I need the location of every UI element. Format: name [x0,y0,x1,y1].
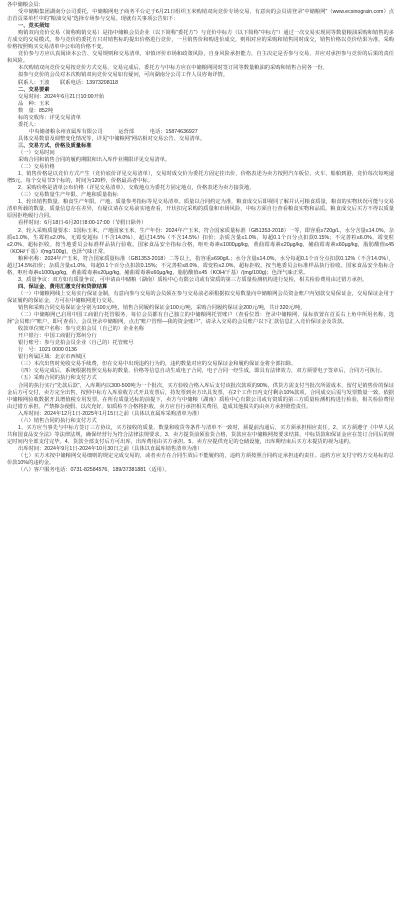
fee-rule: （三）本次出售时免收交易手续费，但在交易中出现违约行为的，违约数量对应的交易保证金和履约保证金将全部扣除。 [18,361,297,368]
section-3-title: 三、交易方式、价格及质量标准 [18,142,92,149]
intro-paragraph: 受中储粮集团湖南分公司委托，中储粮网电子商务平台定于6月21日组织玉米购销双向竞价专场交易，有意向的会员请登录“中储粮网”（www.ecsinograin.com）点击首页菜单栏中的“粮油交易”选择专场参与交易。现就有关事项公告如下： [7,9,394,23]
section-1-paragraph-3: 本次购销双向竞价交易按竞价方式交易，交易完成后，委托方与中标方应在中储粮网同时签订同等数量粮油的采购和销售合同各一份。 [18,65,328,72]
quality-rule-1: 1、轮出销售数量、粮食生产年限、产地、质量参考指标等见交易清单。质量以合同约定为准，粮食成交后即视同了解并认可粮食质量，粮食的实物状况可能与交易清单所载的数量、质量信息存在差异，有疑议请在交易前实地查看，开状扣完采购的质量和市场风险，中标方须自行查看粮食实物和品质。粮食成交后买方不得以质量原因拒绝履行合同。 [7,199,394,220]
deposit-rule-1b: 销售和采购合同交易保证金分别为100元/吨，销售合同履约保证金100元/吨，采购合同履约保证金200元/吨，共计320元/吨。 [18,305,306,312]
principal-title: 委托人： [18,121,40,128]
section-3-sub-3: （三）交易数量生产年限、产地和质量指标 [18,192,118,199]
section-1-paragraph-1: 购销双向竞价交易（简称购销交易）是指中储粮会员企业（以下简称“委托方”）与竞价中标方（以下简称“中标方”）通过一次交易实现同等数量粮油采购和销售的多方成交的交易模式。参与竞价的委托方只对销售标的提出价格进行竞价，一旦销售价和购进价成交，则相对应的采购和销售同时成交，销售价格以竞价结果为准，采购价格按照购买交易清单中公布的价格不变。 [7,30,394,51]
purchase-contract-body: 合同的执行实行“先款后款”，入库期内以300-500吨为一个批次，买方验收合格入库后支付该批次款项的90%，供货方需支付当批次所需成本，留付足销售价的保证金后方可交付，卖方完全出售，按照中标方入库验收方式开具发票后，持发票到卖方出具发票，在2个工作日内支付剩余10%款项，合同成交后需与发票数量一致。依据中储粮网验收数据开具增值税专用发票，在所有质量达标的前提下，卖方与中储粮（湖南）质检中心有限公司或有资质的第三方质量检测机构进行检验，相关检验费用由过错方承担。严禁掺杂使假、以次充好。如质检不合格将拒收，卖方应自行承担相关费用，造成其他损失的由卖方承担赔偿责任。 [7,382,394,410]
price-rule-2: 2、采购价格是清单公布价格（详见交易清单），交收地点为委托方固定地点，价格表述为卖方接货地。 [18,185,255,192]
section-1-paragraph-4: 拟参与竞价的会员对本次购销双向竞价交易如有疑问，可向湖南分公司工作人员咨询详情。 [18,72,229,79]
section-1-paragraph-2: 竞价参与方应认真阅读本公告、交易规则和交易清单，审慎评价市场和政策风险，自身风险承担能力，自主决定是否参与交易，并应对承担参与竞价的后果的责任和风险。 [7,51,394,65]
quality-rule-2: 2、轮入采购质量要求：1国标玉米，产地国家玉米，生产年份：2024年产玉米，符合国家质量标准（GB1353-2018）一等，即容重≥720g/L，水分含量≤14.0%，杂质≤1.0%，生霉粒≤2.0%，无霉变超标（不含14.0%），超过14.5%（不含14.5%）扣价；杂质含量≤1.0%，每超0.1个百分点扣款0.15%；不完善粒≤6.0%，霉变粒≤2.0%，超标拒收。按当地委员会标准样品执行验收。国家食品安全指标合格，呕吐毒素≤1000μg/kg，黄曲霉毒素≤20μg/kg，赭曲霉毒素≤60μg/kg，脂肪酸值≤45（KOH/千基）/(mg/100g)，色泽气味正常。 [7,227,394,255]
section-3-sub-1: （一）交易时间 [18,149,55,156]
detail-note: 具体交易数量及调整变化情况等，详见“中储粮网”网站相对交易公告、交易清单。 [18,135,206,142]
account-region: 银行所属区域：北京市西城区 [18,354,87,361]
purchase-storage-time: 入库时间：2024年12月1日-2025年1月15日之前（具体以直属库采购清单为准） [18,410,203,417]
section-1-title: 一、竞买须知 [18,23,50,30]
sale-outbound-time: 出库时间：2024年9月1日-2024年10月30日之前（具体以直属库销售清单为准） [18,445,203,452]
sale-contract-body: 1、买方应当事先与中标方签订三方协议，买方接收的质量、数量和收货等条件与清单不一致时，须提前沟通后，买方须承担相应责任。2、买方须遵守《中华人民共和国食品安全法》等法律法规，确保经营行为符合法律法规要求。3、卖方提货前须验货合格，货款应在中储粮网按要求结算，中标货款和保证金应在签订合同后的规定时间内全部支付完毕。4、货款全部支付后方可出库，出库费用由买方承担。5、卖方应提供充足的仓储设施，出库期结束后买方未提货的视为违约。 [7,424,394,445]
deposit-rule-2: （二）中储粮网已启用中国工商银行托管服务，每位会员都有自己独立的中储粮网托管账户（查看位置：登录中储粮网，鼠标放置在首页右上角中所用名称，选择“会员账户”账户，即可查看）。会员登录中储粮网，点击“账户管理—我的资金账户”，请录入交易的会员账户以下汇款信息汇入竞价保证金及货款。 [7,312,394,326]
contract-rule: （四）交易完成后，系统根据按照交易标的数量、价格等信息自动生成电子合同，电子合同一经生成，即具有法律效力，双方须要电子签章后，合同方可执行。 [18,368,386,375]
breach-rule: （七）买方未按中储粮网交易细则的规定完成交易的，或者卖方在合同生效后不能履约的，违约方须按照合同约定承担违约责任。违约方应支付守约方交易标的总价款10%的违约金。 [7,453,394,467]
sale-contract-title: （六）销售合同的执行和支付方式 [18,417,97,424]
account-subsidiary-name: 银行账号：参与竞拍会员企业（自己的）托管账号 [18,340,134,347]
target-depot: 标的交收库：详见交易清单 [18,114,82,121]
greeting: 各中储粮会员： [7,2,44,8]
principal-name: 中央储备粮永州直属库有限公司 运营部 电话：15874636927 [29,128,198,135]
inspection-time: 看样时间：6月18日-6月20日8:00-17:00（节假日除外） [18,220,147,227]
quantity: 数 量：852吨 [18,107,54,114]
deposit-rule-1: （一）中储粮网线上交易实行保证金制，有意向参与交易的会员须在参与交易前必须根据拟交易数量向中储粮网会员资金账户内划款交易保证金，交易保证金用于保证履约的保证金，方可在中储粮网进行交易。 [7,290,394,304]
quality-rule-3: 粮种名称：2024年产玉米，符合国家质量标准（GB1353-2018）二等以上，指容重≥690g/L；水分含量≤14.0%，水分每超0.1个百分点扣款0.12%（不含14.0%），超过14.5%扣价；杂质含量≤1.0%，每超0.1个百分点扣款0.15%；不完善粒≤8.0%，霉变粒≤2.0%，超标拒收。按当地委员会标准样品执行验收。国家食品安全指标合格，呕吐毒素≤1000μg/kg，黄曲霉毒素≤20μg/kg，赭曲霉毒素≤60μg/kg，脂肪酸值≤45（KOH/千基）/(mg/100g)；色泽气味正常。 [7,255,394,276]
quality-rule-4: 3、质量争议：双方如有质量争议，可申请由中储粮（湖南）质检中心有限公司或有资质的第三方质量检测机构进行复检，相关检验费用由过错方承担。 [18,276,368,283]
section-2-title: 二、交易要素 [18,86,50,93]
service-phone: （八）客户服务电话：0731-82584576，189/37381881（适用）。 [18,467,170,474]
account-bank: 开户银行：中国工商银行郑州分行 [18,333,97,340]
section-4-title: 四、保证金、费用汇缴支付和贷款结算 [18,283,108,290]
account-holder: 收款单位账户名称：参与竞拍会员（自己的）企业名称 [18,326,145,333]
contact-line: 联系人：王波 联系电话：13973208118 [18,79,118,86]
section-3-sub-2: （二）交易价格 [18,164,55,171]
section-3-sub-1-text: 采购合同和销售合同的履约期限和出入库作业期限详见交易清单。 [18,157,171,164]
price-rule-1: 1、销售价格是以竞价方式产生（竞价底价详见交易清单），交易时成交价为委托方固定挂出价，价格表述为卖方按照汽车板位、火车、船舶到港，竞价每次每吨递增5元。每个交易节3个标的，时间为120秒，价格最高者中标。 [7,171,394,185]
trade-time: 交易时间：2024年6月21日10:00开始 [18,93,105,100]
purchase-contract-title: （五）采购合同的执行和支付方式 [18,375,97,382]
variety: 品 种：玉米 [18,100,50,107]
account-bank-code: 行 号：1021 0000 0136 [18,347,77,354]
